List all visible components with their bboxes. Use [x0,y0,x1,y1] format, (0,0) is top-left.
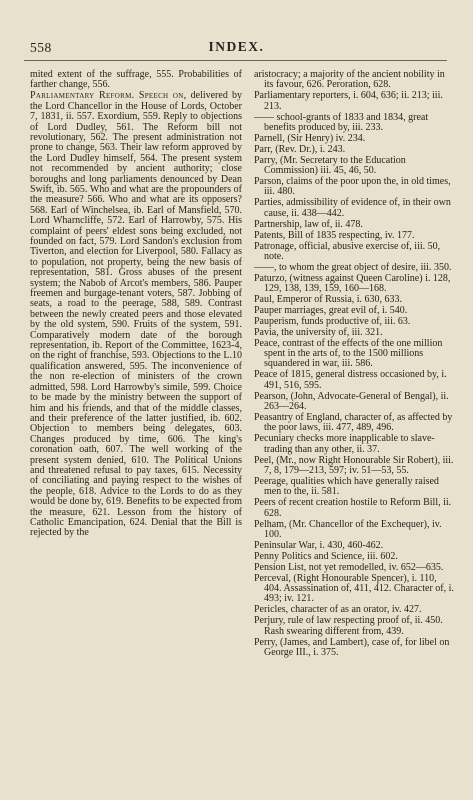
left-lead-entry: mited extent of the suffrage, 555. Probabilities of farther change, 556. [30,69,242,91]
index-entry: Pauper marriages, great evil of, i. 540. [254,304,408,316]
index-entry: Pearson, (John, Advocate-General of Bengal), ii. 263—264. [254,390,449,413]
index-entry: aristocracy; a majority of the ancient nobility in its favour, 626. Peroration, 628. [254,69,445,91]
index-entry: Parry, (Mr. Secretary to the Education Commission) iii. 45, 46, 50. [254,154,406,177]
index-entry: Penny Politics and Science, iii. 602. [254,550,398,562]
page-header [24,36,449,60]
index-entry: Peerage, qualities which have generally raised men to the, ii. 581. [254,475,439,498]
page-number: 558 [30,40,52,55]
entry-body: delivered by the Lord Chancellor in the House of Lords, October 7, 1831, ii. 557. Exordium, 559. Reply to objections of Lord Dudley, 561. The Reform bill not revolutionary, 562. The present administration not prone to change, 563. Their law reform approved by the Lord Dudley himself, 564. The present system not recommended by ancient authority; close boroughs and long parliaments denounced by Dean Swift, ib. 565. Who and what are the propounders of the measure? 566. Who and what are its opposers? 568. Earl of Winchelsea, ib. Earl of Mansfield, 570. Lord Wharncliffe, 572. Earl of Harrowby, 575. His complaint of peers' eldest sons being excluded, not founded on fact, 579. Lord Sandon's exclusion from Tiverton, and election for Liverpool, 580. Fallacy as to population, not property, being the new basis of representation, 581. Gross abuses of the present system; the Nabob of Arcot's members, 586. Pauper freemen and burgage-tenant voters, 587. Jobbing of seats, a road to the peerage, 588, 589. Contrast between the newly created peers and those elevated by the old system, 590. Fruits of the system, 591. Comparatively modern date of the borough representation, ib. Report of the Committee, 1623-4, on the right of franchise, 593. Objections to the L.10 qualification answered, 595. The inconvenience of the non re-election of ministers of the crown admitted, 598. Lord Harrowby's simile, 599. Choice to be made by the ministry between the support of him and his friends, and that of the middle classes, and their preference of the latter justified, ib. 602. Objection to members being delegates, 603. Changes produced by time, 606. The king's coronation oath, 607. The well working of the present system denied, 610. The Political Unions and threatened refusal to pay taxes, 615. Necessity of conciliating and paying respect to the wishes of the people, 618. Advice to the Lords to do as they would be done by, 619. Benefits to be expected from the measure, 621. Lesson from the history of Catholic Emancipation, 624. Denial that the Bill is rejected by the [30,90,243,539]
index-entry: —— school-grants of 1833 and 1834, great benefits produced by, iii. 233. [254,111,429,134]
right-column [254,70,454,659]
index-entry: Pauperism, funds productive of, iii. 63. [254,315,411,327]
entry-heading: Parliamentary Reform. Speech on, [30,90,187,102]
index-entry: Parson, claims of the poor upon the, in old times, iii. 480. [254,176,451,198]
index-entry: Paturzo, (witness against Queen Caroline) i. 128, 129, 138, 139, 159, 160—168. [254,272,451,295]
header-rule [24,60,447,61]
index-entry: Pavia, the university of, iii. 321. [254,326,383,338]
index-entry: Peasantry of England, character of, as affected by the poor laws, iii. 477, 489, 496. [254,412,453,434]
index-entry: Peace of 1815, general distress occasioned by, i. 491, 516, 595. [254,369,447,391]
index-entry: Partnership, law of, ii. 478. [254,218,363,230]
index-entry: ——, to whom the great object of desire, iii. 350. [254,261,452,273]
index-entry: Perjury, rule of law respecting proof of, ii. 450. Rash swearing different from, 439. [254,615,443,637]
index-entry: Perry, (James, and Lambert), case of, for libel on George III., i. 375. [254,636,450,658]
index-entry: Parr, (Rev. Dr.), i. 243. [254,143,346,155]
index-entry: Pelham, (Mr. Chancellor of the Exchequer), iv. 100. [254,518,442,540]
index-entry: Patronage, official, abusive exercise of, iii. 50, note. [254,240,441,262]
left-column [30,70,242,539]
index-entry: Parnell, (Sir Henry) iv. 234. [254,132,366,144]
index-entry: Parties, admissibility of evidence of, in their own cause, ii. 438—442. [254,197,451,219]
index-entry: Perceval, (Right Honourable Spencer), i. 110, 404. Assassination of, 411, 412. Character of, i. 493; iv. 121. [254,572,454,605]
page-title: INDEX. [208,39,265,54]
index-entry: Paul, Emperor of Russia, i. 630, 633. [254,294,403,306]
index-entry: Pension List, not yet remodelled, iv. 652—635. [254,561,444,573]
index-entry: Peninsular War, i. 430, 460-462. [254,539,384,551]
index-entry: Pecuniary checks more inapplicable to slave-trading than any other, ii. 37. [254,433,435,455]
index-entry: Peace, contrast of the effects of the one million spent in the arts of, to the 1500 millions squandered in war, iii. 586. [254,337,443,370]
index-entry: Patents, Bill of 1835 respecting, iv. 177. [254,229,415,241]
index-entry: Peers of recent creation hostile to Reform Bill, ii. 628. [254,497,452,519]
index-entry: Parliamentary reporters, i. 604, 636; ii. 213; iii. 213. [254,90,443,112]
index-entry: Peel, (Mr., now Right Honourable Sir Robert), iii. 7, 8, 179—213, 597; iv. 51—53, 55. [254,454,454,477]
index-entry: Pericles, character of as an orator, iv. 427. [254,604,422,616]
parliamentary-reform-entry [30,91,242,538]
